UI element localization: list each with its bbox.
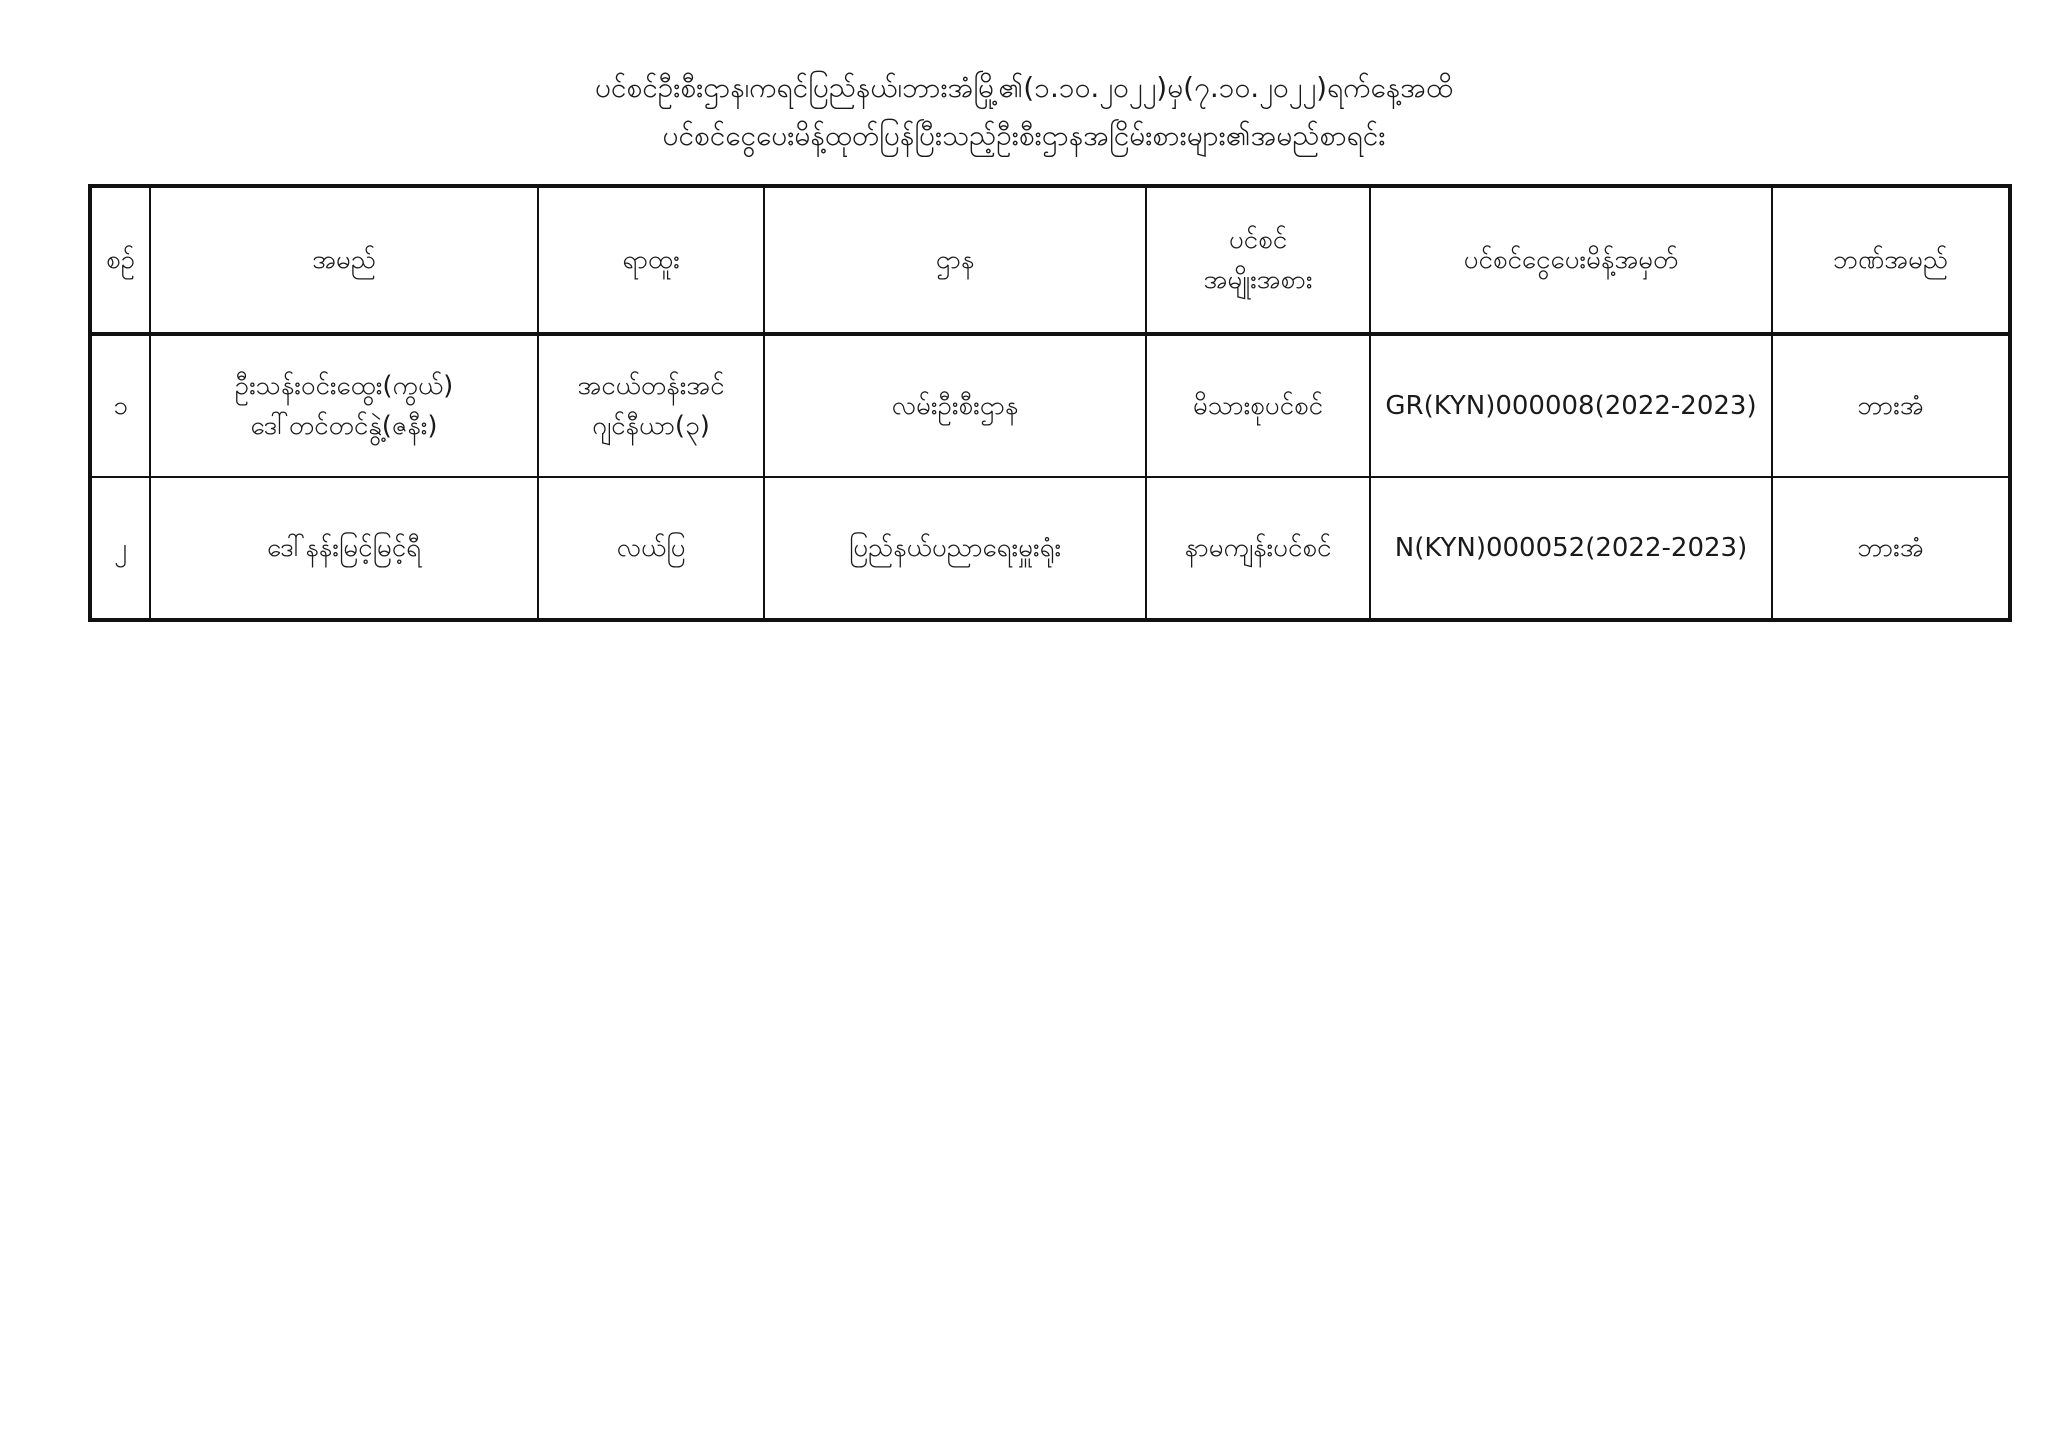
title-line-2: ပင်စင်ငွေပေးမိန့်ထုတ်ပြန်ပြီးသည့်ဦးစီးဌာနအငြိမ်းစားများ၏အမည်စာရင်း xyxy=(662,119,1386,152)
column-header-order-no: ပင်စင်ငွေပေးမိန့်အမှတ် xyxy=(1370,186,1772,334)
cell-order-no: GR(KYN)000008(2022-2023) xyxy=(1370,334,1772,477)
cell-pension-type: နာမကျန်းပင်စင် xyxy=(1146,477,1370,620)
column-header-pension-type: ပင်စင် အမျိုးအစား xyxy=(1146,186,1370,334)
cell-name: ဦးသန်းဝင်းထွေး(ကွယ်) ဒေါ်တင်တင်နွဲ့(ဇနီး) xyxy=(150,334,538,477)
column-header-bank: ဘဏ်အမည် xyxy=(1772,186,2010,334)
cell-position: အငယ်တန်းအင် ဂျင်နီယာ(၃) xyxy=(538,334,764,477)
table-row xyxy=(90,477,2010,620)
cell-name: ဒေါ်နန်းမြင့်မြင့်ရီ xyxy=(150,477,538,620)
column-header-position: ရာထူး xyxy=(538,186,764,334)
table-row xyxy=(90,334,2010,477)
cell-order-no: N(KYN)000052(2022-2023) xyxy=(1370,477,1772,620)
cell-department: ပြည်နယ်ပညာရေးမှူးရုံး xyxy=(764,477,1146,620)
pension-table xyxy=(88,184,2012,622)
column-header-no: စဉ် xyxy=(90,186,150,334)
cell-pension-type: မိသားစုပင်စင် xyxy=(1146,334,1370,477)
cell-position: လယ်ပြ xyxy=(538,477,764,620)
cell-no: ၁ xyxy=(90,334,150,477)
table-header-row xyxy=(90,186,2010,334)
column-header-department: ဌာန xyxy=(764,186,1146,334)
page-title xyxy=(0,64,2048,160)
cell-bank: ဘားအံ xyxy=(1772,477,2010,620)
cell-department: လမ်းဦးစီးဌာန xyxy=(764,334,1146,477)
cell-bank: ဘားအံ xyxy=(1772,334,2010,477)
title-line-1: ပင်စင်ဦးစီးဌာန၊ကရင်ပြည်နယ်၊ဘားအံမြို့၏(၁.၁၀.၂၀၂၂)မှ(၇.၁၀.၂၀၂၂)ရက်နေ့အထိ xyxy=(594,71,1454,104)
column-header-name: အမည် xyxy=(150,186,538,334)
cell-no: ၂ xyxy=(90,477,150,620)
